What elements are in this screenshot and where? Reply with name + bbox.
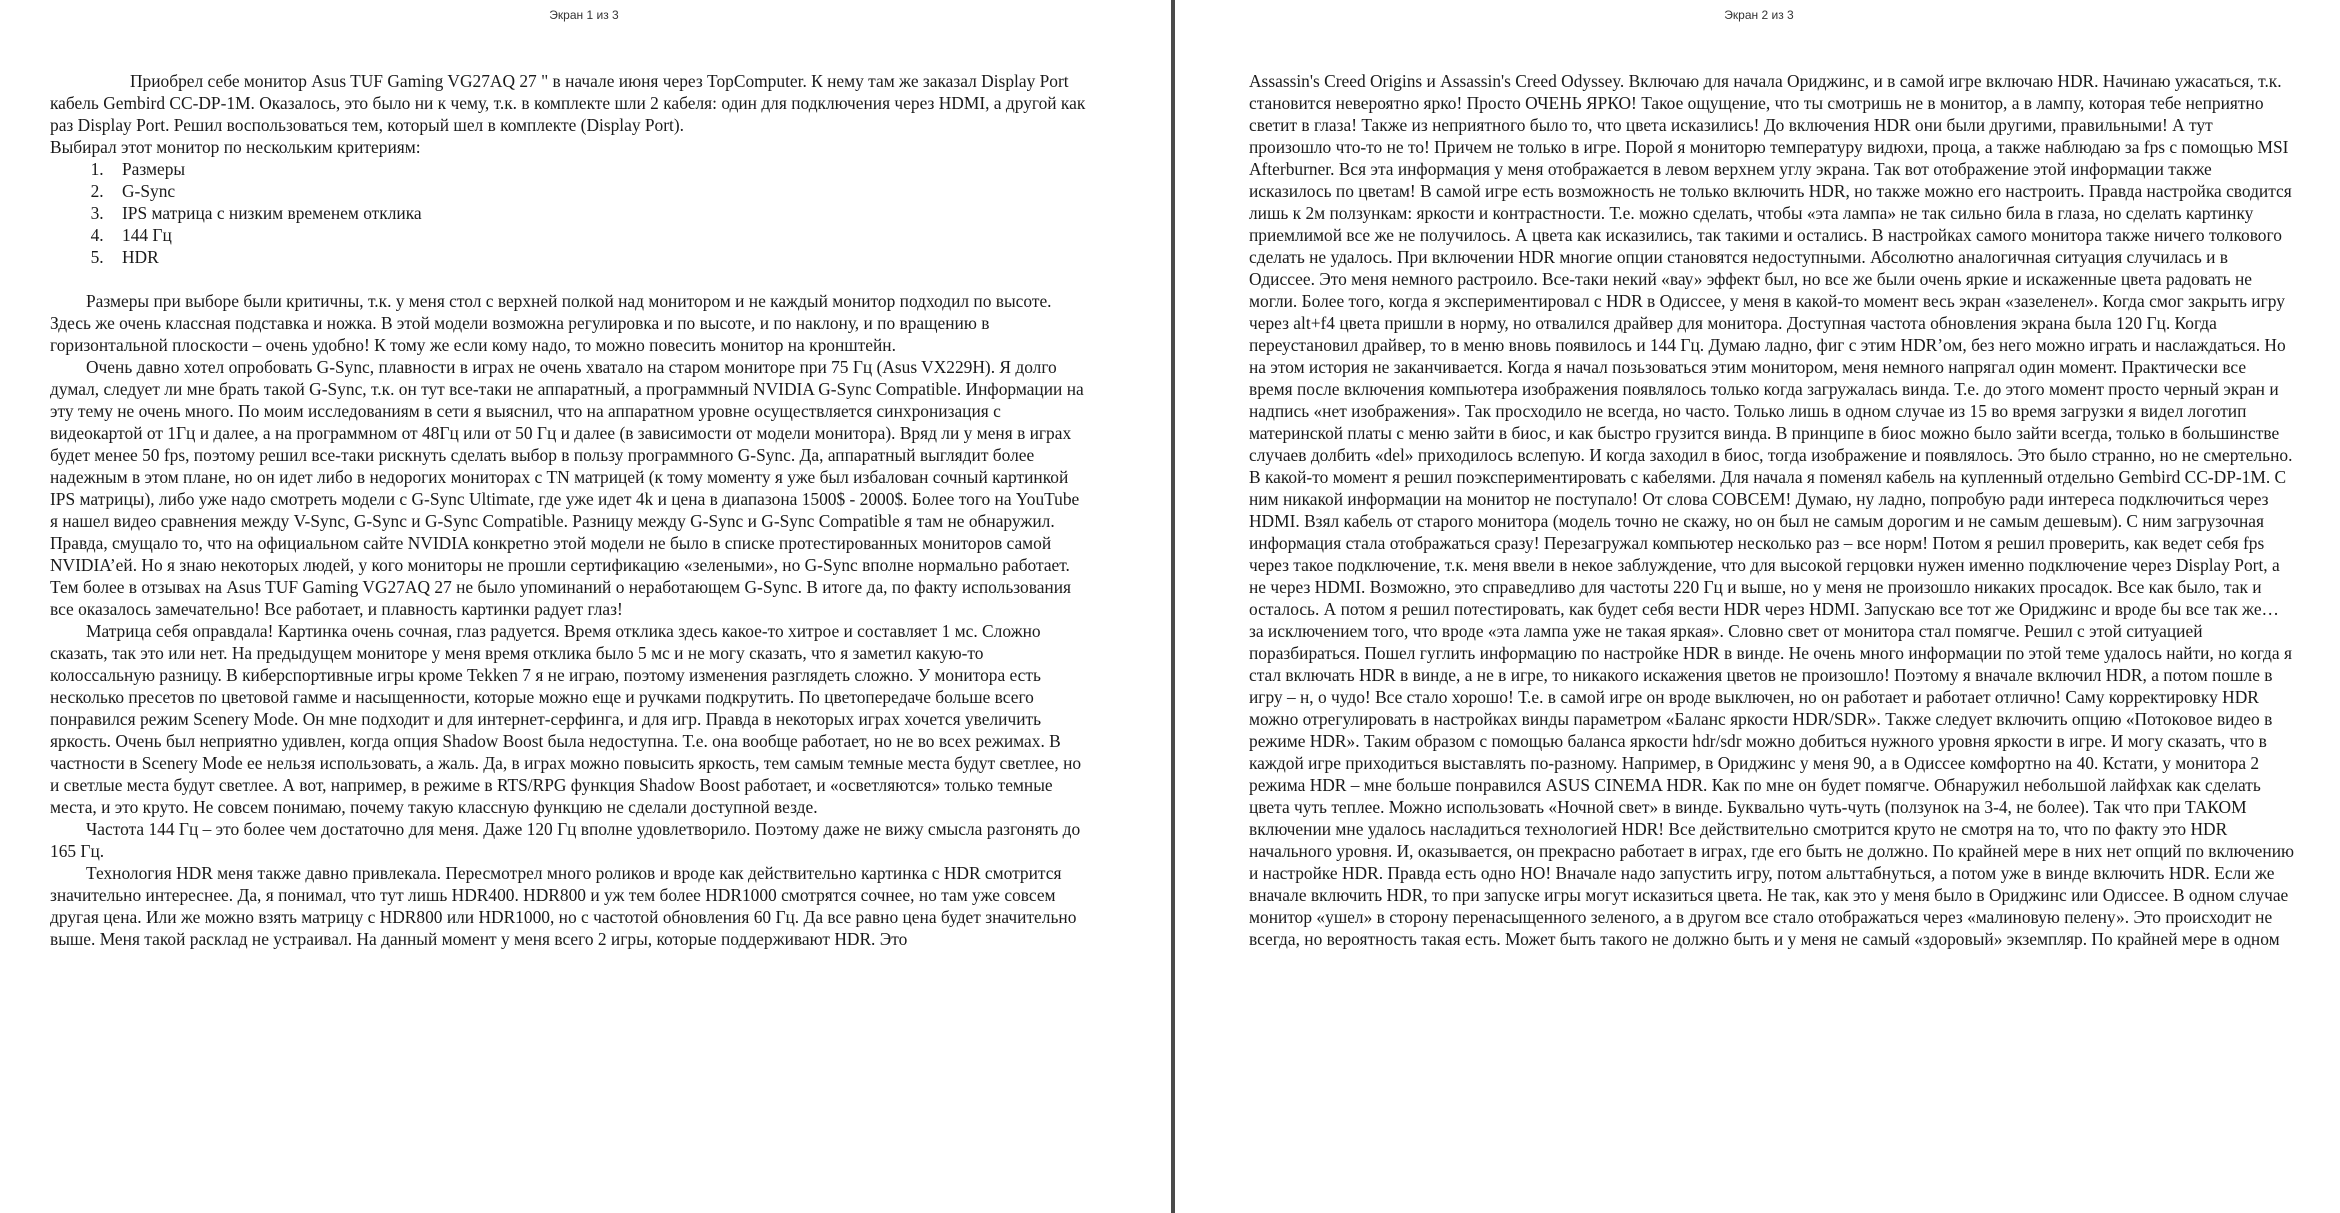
list-item: 5. HDR (108, 246, 1090, 268)
criteria-list-title: Выбирал этот монитор по нескольким критериям: (50, 137, 421, 157)
page-divider (1168, 0, 1178, 1213)
list-item: 1. Размеры (108, 158, 1090, 180)
list-item: 4. 144 Гц (108, 224, 1090, 246)
criteria-list (50, 158, 1090, 268)
list-item: 3. IPS матрица с низким временем отклика (108, 202, 1090, 224)
page-header: Экран 1 из 3 (549, 8, 619, 22)
page-header: Экран 2 из 3 (1724, 8, 1794, 22)
paragraph-main: Assassin's Creed Origins и Assassin's Creed Odyssey. Включаю для начала Ориджинс, и в самой игре включаю HDR. Начинаю ужасаться, т.к. становится невероятно ярко! Просто ОЧЕНЬ ЯРКО! Такое ощущение, что ты смотришь не в монитор, а в лампу, которая тебе неприятно светит в глаза! Также из неприятного было то, что цвета исказились! До включения HDR они были другими, правильными! А тут произошло что-то не то! Причем не только в игре. Порой я мониторю температуру видюхи, проца, а также наблюдаю за fps с помощью MSI Afterburner. Вся эта информация у меня отображается в левом верхнем углу экрана. Так вот отображение этой информации также исказилось по цветам! В самой игре есть возможность не только включить HDR, но также можно его настроить. Правда настройка сводится лишь к 2м ползункам: яркости и контрастности. Т.е. можно сделать, чтобы «эта лампа» не так сильно била в глаза, но сделать картинку приемлимой все же не получилось. А цвета как исказились, так такими и остались. В настройках самого монитора также ничего толкового сделать не удалось. При включении HDR многие опции становятся недоступными. Абсолютно аналогичная ситуация случилась и в Одиссее. Это меня немного растроило. Все-таки некий «вау» эффект был, но все же были очень яркие и искаженные цвета радовать не могли. Более того, когда я экспериментировал с HDR в Одиссее, у меня в какой-то момент весь экран «зазеленел». Когда смог закрыть игру через alt+f4 цвета пришли в норму, но отвалился драйвер для монитора. Доступная частота обновления экрана была 120 Гц. Когда переустановил драйвер, то в меню вновь появилось и 144 Гц. Думаю ладно, фиг с этим HDR’ом, без него можно играть и наслаждаться. Но на этом история не заканчивается. Когда я начал позьзоваться этим монитором, меня немного напрягал один момент. Практически все время после включения компьютера изображения появлялось только когда загружалась винда. Т.е. до этого момент просто черный экран и надпись «нет изображения». Так просходило не всегда, но часто. Только лишь в одном случае из 15 во время загрузки я видел логотип материнской платы с меню зайти в биос, и как быстро грузится винда. В принципе в биос можно было зайти всегда, только в большинстве случаев долбить «del» приходилось вслепую. И когда заходил в биос, тогда изображение и появлялось. Это было странно, но не смертельно. В какой-то момент я решил поэкспериментировать с кабелями. Для начала я поменял кабель на купленный отдельно Gembird CC-DP-1M. С ним никакой информации на монитор не поступало! От слова СОВСЕМ! Думаю, ну ладно, попробую ради интереса подключиться через HDMI. Взял кабель от старого монитора (модель точно не скажу, но он был не самым дорогим и не самым дешевым). С ним загрузочная информация стала отображаться сразу! Перезагружал компьютер несколько раз – все норм! Потом я решил проверить, как ведет себя fps через такое подключение, т.к. меня ввели в некое заблуждение, что для высокой герцовки нужен именно подключение через Display Port, а не через HDMI. Возможно, это справедливо для частоты 220 Гц и выше, но у меня не произошло никаких просадок. Все как было, так и осталось. А потом я решил потестировать, как будет себя вести HDR через HDMI. Запускаю все тот же Ориджинс и вроде бы все так же… за исключением того, что вроде «эта лампа уже не такая яркая». Словно свет от монитора стал помягче. Решил с этой ситуацией поразбираться. Пошел гуглить информацию по настройке HDR в винде. Не очень много информации по этой теме удалось найти, но когда я стал включать HDR в винде, а не в игре, то никакого искажения цветов не произошло! Поэтому я вначале включил HDR, а потом пошле в игру – н, о чудо! Все стало хорошо! Т.е. в самой игре он вроде выключен, но он работает и работает отлично! Саму корректировку HDR можно отрегулировать в настройках винды параметром «Баланс яркости HDR/SDR». Также следует включить опцию «Потоковое видео в режиме HDR». Таким образом с помощью баланса яркости hdr/sdr можно добиться нужного уровня яркости в игре. И могу сказать, что в каждой игре приходиться выставлять по-разному. Например, в Ориджинс у меня 90, а в Одиссее комфортно на 40. Кстати, у монитора 2 режима HDR – мне больше понравился ASUS CINEMA HDR. Как по мне он будет помягче. Обнаружил небольшой лайфхак как сделать цвета чуть теплее. Можно использовать «Ночной свет» в винде. Буквально чуть-чуть (ползунок на 3-4, не более). Так что при ТАКОМ включении мне удалось насладиться технологией HDR! Все действительно смотрится круто не смотря на то, что по факту это HDR начального уровня. И, оказывается, он прекрасно работает в играх, где его быть не должно. По крайней мере в них нет опций по включению и настройке HDR. Правда есть одно НО! Вначале надо запустить игру, потом альттабнуться, а потом уже в винде включить HDR. Если же вначале включить HDR, то при запуске игры могут исказиться цвета. Не так, как это у меня было в Ориджинс или Одиссее. В одном случае монитор «ушел» в сторону перенасыщенного зеленого, а в другом все стало отображаться через «малиновую пелену». Это происходит не всегда, но вероятность такая есть. Может быть такого не должно быть и у меня не самый «здоровый» экземпляр. По крайней мере в одном (1249, 71, 2294, 949)
document-page-2 (1178, 0, 2340, 1213)
paragraph-sizes: Размеры при выборе были критичны, т.к. у меня стол с верхней полкой над монитором и не каждый монитор подходил по высоте. Здесь же очень классная подставка и ножка. В этой модели возможна регулировка и по высоте, и по наклону, и по вращению в горизонтальной плоскости – очень удобно! К тому же если кому надо, то можно повесить монитор на кронштейн. (50, 291, 1052, 355)
list-item: 2. G-Sync (108, 180, 1090, 202)
paragraph-frequency: Частота 144 Гц – это более чем достаточно для меня. Даже 120 Гц вполне удовлетворило. Поэтому даже не вижу смысла разгонять до 165 Гц. (50, 819, 1081, 861)
page-content (50, 70, 1090, 950)
paragraph-matrix: Матрица себя оправдала! Картинка очень сочная, глаз радуется. Время отклика здесь какое-то хитрое и составляет 1 мс. Сложно сказать, так это или нет. На предыдущем мониторе у меня время отклика было 5 мс и не могу сказать, что я заметил какую-то колоссальную разницу. В киберспортивные игры кроме Tekken 7 я не играю, поэтому изменения разглядеть сложно. У монитора есть несколько пресетов по цветовой гамме и насыщенности, которые можно еще и ручками подкрутить. По цветопередаче больше всего понравился режим Scenery Mode. Он мне подходит и для интернет-серфинга, и для игр. Правда в некоторых играх хочется увеличить яркость. Очень был неприятно удивлен, когда опция Shadow Boost была недоступна. Т.е. она вообще работает, но не во всех режимах. В частности в Scenery Mode ее нельзя использовать, а жаль. Да, в играх можно повысить яркость, тем самым темные места будут светлее, но и светлые места будут светлее. А вот, например, в режиме в RTS/RPG функция Shadow Boost работает, и «осветляются» только темные места, и это круто. Не совсем понимаю, почему такую классную функцию не сделали доступной везде. (50, 621, 1082, 817)
paragraph-gsync: Очень давно хотел опробовать G-Sync, плавности в играх не очень хватало на старом мониторе при 75 Гц (Asus VX229H). Я долго думал, следует ли мне брать такой G-Sync, т.к. он тут все-таки не аппаратный, а программный NVIDIA G-Sync Compatible. Информации на эту тему не очень много. По моим исследованиям в сети я выяснил, что на аппаратном уровне осуществляется синхронизация с видеокартой от 1Гц и далее, а на программном от 48Гц или от 50 Гц и далее (в зависимости от модели монитора). Вряд ли у меня в играх будет менее 50 fps, поэтому решил все-таки рискнуть сделать выбор в пользу программного G-Sync. Да, аппаратный выглядит более надежным в этом плане, но он идет либо в недорогих мониторах с TN матрицей (к тому моменту я уже был избалован сочный картинкой IPS матрицы), либо уже надо смотреть модели с G-Sync Ultimate, где уже идет 4k и цена в диапазона 1500$ - 2000$. Более того на YouTube я нашел видео сравнения между V-Sync, G-Sync и G-Sync Compatible. Разницу между G-Sync и G-Sync Compatible я там не обнаружил. Правда, смущало то, что на официальном сайте NVIDIA конкретно этой модели не было в списке протестированных мониторов самой NVIDIA’ей. Но я знаю некоторых людей, у кого мониторы не прошли сертификацию «зелеными», но G-Sync вполне нормально работает. Тем более в отзывах на Asus TUF Gaming VG27AQ 27 не было упоминаний о неработающем G-Sync. В итоге да, по факту использования все оказалось замечательно! Все работает, и плавность картинки радует глаз! (50, 357, 1084, 619)
paragraph-hdr: Технология HDR меня также давно привлекала. Пересмотрел много роликов и вроде как действительно картинка с HDR смотрится значительно интереснее. Да, я понимал, что тут лишь HDR400. HDR800 и уж тем более HDR1000 смотрятся сочнее, но там уже совсем другая цена. Или же можно взять матрицу с HDR800 или HDR1000, но с частотой обновления 60 Гц. Да все равно цена будет значительно выше. Меня такой расклад не устраивал. На данный момент у меня всего 2 игры, которые поддерживают HDR. Это (50, 863, 1077, 949)
page-content (1249, 70, 2294, 950)
paragraph-intro: Приобрел себе монитор Asus TUF Gaming VG27AQ 27 " в начале июня через TopComputer. К нему там же заказал Display Port кабель Gembird CC-DP-1M. Оказалось, это было ни к чему, т.к. в комплекте шли 2 кабеля: один для подключения через HDMI, а другой как раз Display Port. Решил воспользоваться тем, который шел в комплекте (Display Port). (50, 71, 1086, 135)
document-page-1 (0, 0, 1168, 1213)
